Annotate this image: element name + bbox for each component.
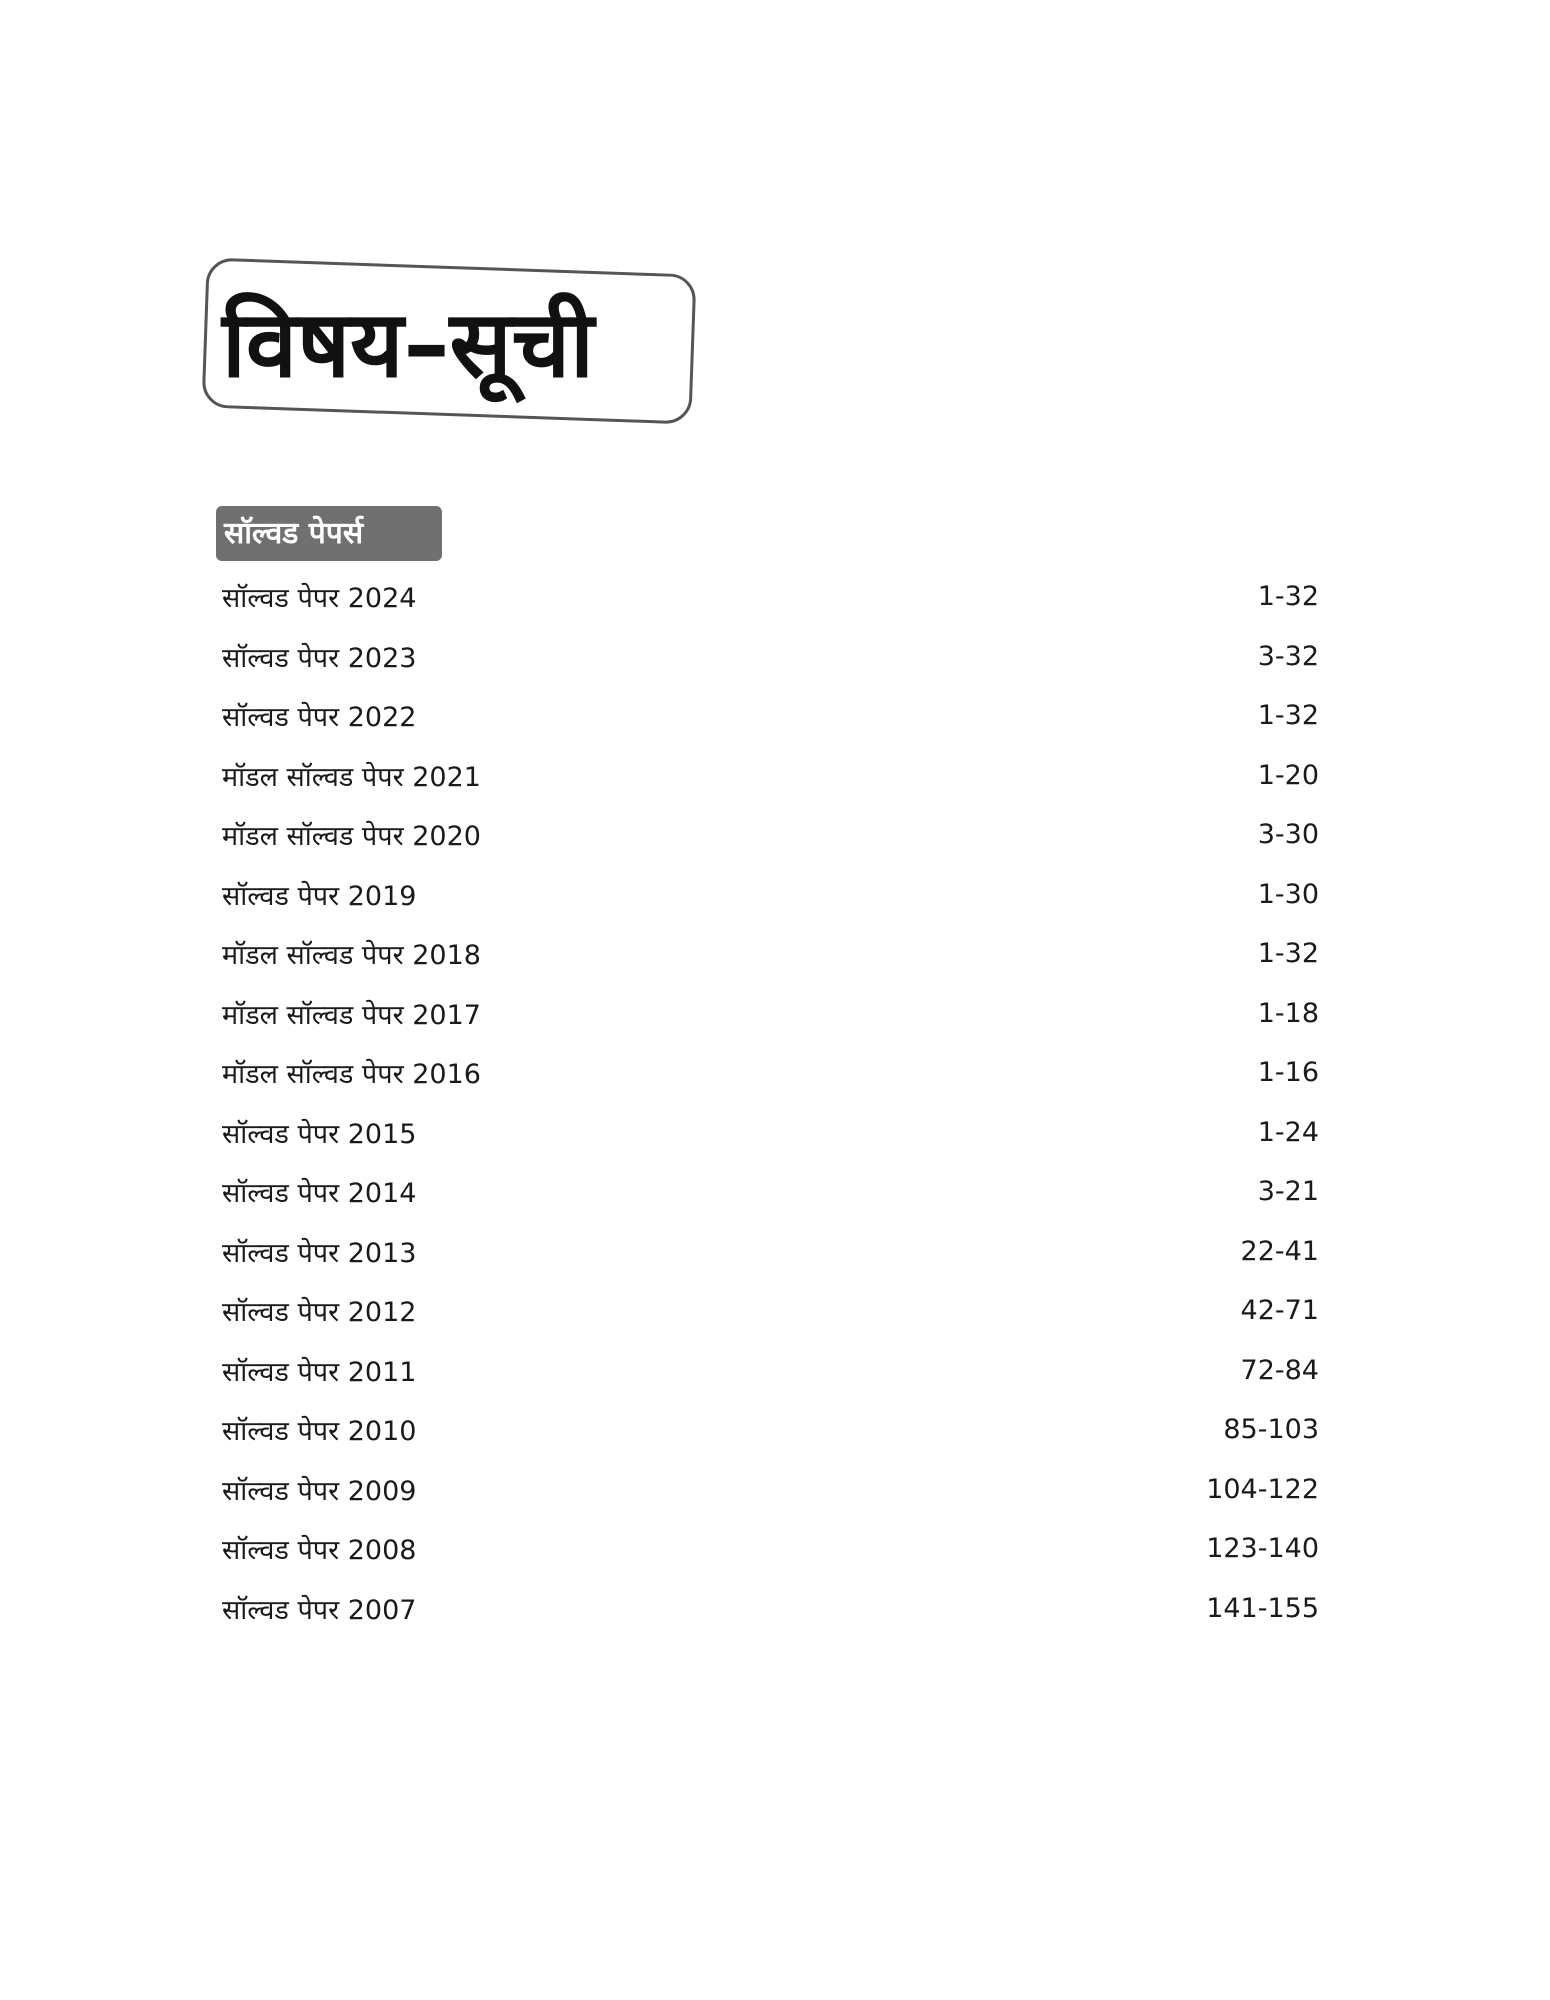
toc-entry[interactable]: [222, 1400, 1319, 1460]
toc-entry-pages: 1-16: [1257, 1057, 1319, 1089]
toc-entry[interactable]: [222, 1341, 1319, 1401]
toc-entry[interactable]: [222, 924, 1319, 984]
toc-entry-title: सॉल्वड पेपर 2015: [222, 1118, 417, 1150]
page-title: विषय–सूची: [222, 291, 594, 398]
toc-entry-pages: 1-30: [1257, 878, 1319, 910]
toc-entry-title: सॉल्वड पेपर 2010: [222, 1416, 417, 1448]
toc-entry[interactable]: [222, 1579, 1319, 1639]
toc-entry[interactable]: [222, 1162, 1319, 1222]
toc-entry-title: सॉल्वड पेपर 2014: [222, 1178, 417, 1210]
toc-entry[interactable]: [222, 1043, 1319, 1103]
toc-entry[interactable]: [222, 746, 1319, 806]
toc-entry-title: मॉडल सॉल्वड पेपर 2017: [222, 999, 481, 1031]
toc-entry-pages: 1-32: [1257, 938, 1319, 970]
toc-entry-title: सॉल्वड पेपर 2013: [222, 1237, 417, 1269]
section-badge-label: सॉल्वड पेपर्स: [224, 516, 364, 551]
toc-entry-pages: 104-122: [1206, 1473, 1319, 1505]
toc-entry-pages: 123-140: [1206, 1533, 1319, 1565]
toc-entry[interactable]: [222, 865, 1319, 925]
toc-entry-pages: 3-32: [1257, 640, 1319, 672]
toc-entry-pages: 1-32: [1257, 581, 1319, 613]
toc-entry-pages: 42-71: [1240, 1295, 1319, 1327]
toc-entry-title: सॉल्वड पेपर 2023: [222, 642, 417, 674]
toc-entry[interactable]: [222, 1222, 1319, 1282]
toc-entry[interactable]: [222, 1281, 1319, 1341]
toc-entry-pages: 1-24: [1257, 1116, 1319, 1148]
toc-entry-title: सॉल्वड पेपर 2012: [222, 1297, 417, 1329]
toc-entry[interactable]: [222, 984, 1319, 1044]
toc-entry[interactable]: [222, 1519, 1319, 1579]
toc-entry-pages: 141-155: [1206, 1592, 1319, 1624]
toc-entry-pages: 1-18: [1257, 997, 1319, 1029]
toc-entry[interactable]: [222, 805, 1319, 865]
toc-entry[interactable]: [222, 567, 1319, 627]
toc-entry-title: सॉल्वड पेपर 2024: [222, 583, 417, 615]
toc-entry-pages: 3-30: [1257, 819, 1319, 851]
toc-entry[interactable]: [222, 1460, 1319, 1520]
toc-entry-pages: 1-20: [1257, 759, 1319, 791]
toc-entry-title: सॉल्वड पेपर 2022: [222, 702, 417, 734]
toc-entry-title: मॉडल सॉल्वड पेपर 2016: [222, 1059, 481, 1091]
toc-entry-title: सॉल्वड पेपर 2011: [222, 1356, 417, 1388]
toc-entry-title: सॉल्वड पेपर 2009: [222, 1475, 417, 1507]
toc-entry-title: सॉल्वड पेपर 2008: [222, 1535, 417, 1567]
toc-entry-title: मॉडल सॉल्वड पेपर 2018: [222, 940, 481, 972]
toc-entry-pages: 72-84: [1240, 1354, 1319, 1386]
toc-entry-pages: 3-21: [1257, 1176, 1319, 1208]
toc-entry-title: मॉडल सॉल्वड पेपर 2020: [222, 821, 481, 853]
toc-entry-pages: 22-41: [1240, 1235, 1319, 1267]
toc-entry[interactable]: [222, 686, 1319, 746]
toc-entry-title: मॉडल सॉल्वड पेपर 2021: [222, 761, 481, 793]
toc-entry-title: सॉल्वड पेपर 2019: [222, 880, 417, 912]
toc-entry[interactable]: [222, 1103, 1319, 1163]
toc-entry-pages: 1-32: [1257, 700, 1319, 732]
table-of-contents: [222, 567, 1319, 1638]
toc-entry-pages: 85-103: [1223, 1414, 1319, 1446]
toc-entry-title: सॉल्वड पेपर 2007: [222, 1594, 417, 1626]
toc-entry[interactable]: [222, 627, 1319, 687]
